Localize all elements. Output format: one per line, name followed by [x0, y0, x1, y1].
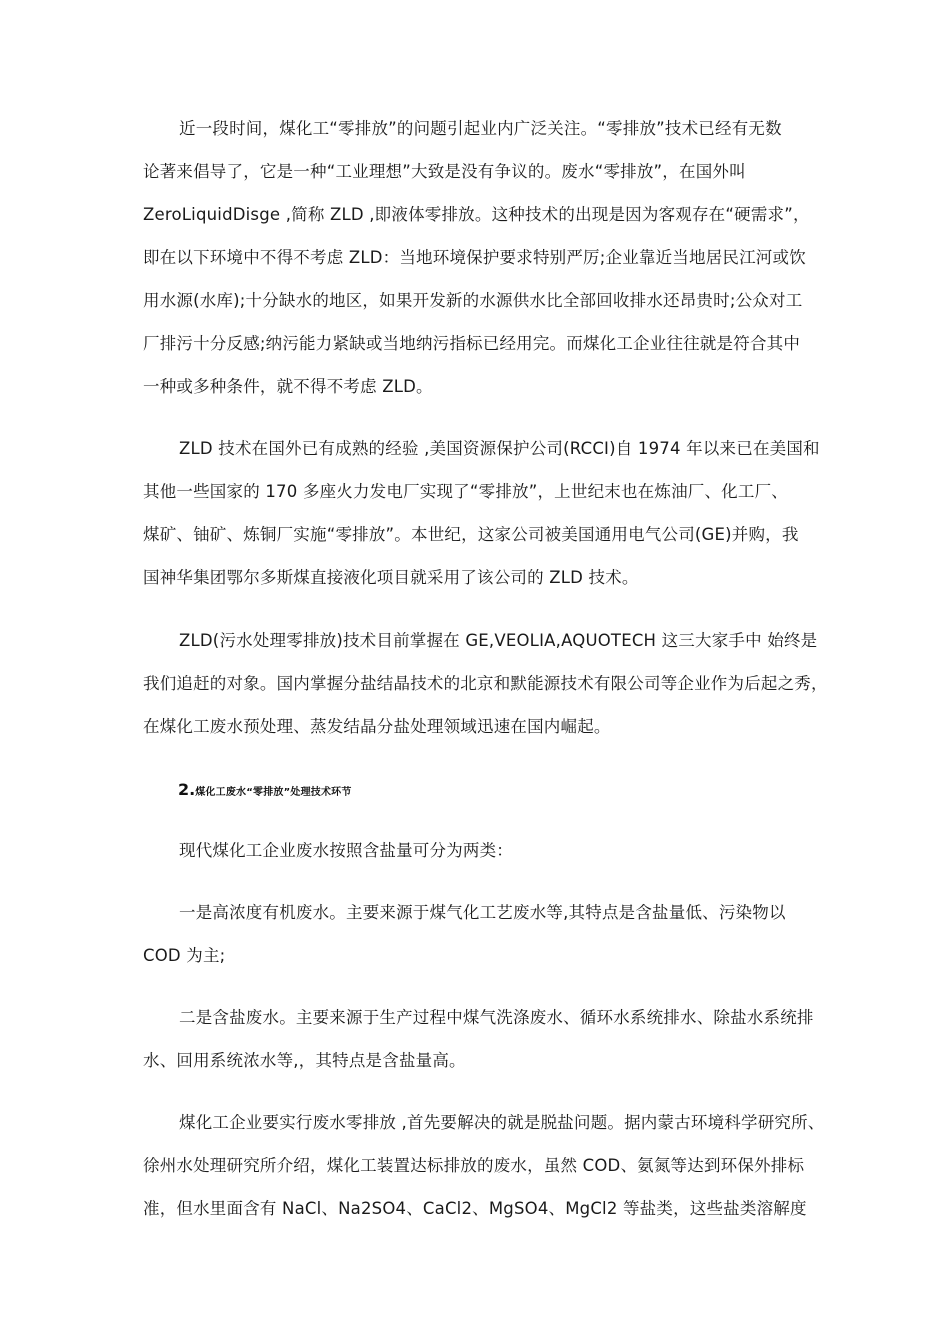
text-line: 论著来倡导了，它是一种“工业理想”大致是没有争议的。废水“零排放”，在国外叫: [143, 162, 746, 181]
text-line: 一是高浓度有机废水。主要来源于煤气化工艺废水等,其特点是含盐量低、污染物以: [179, 903, 786, 922]
section-number: 2.: [178, 780, 196, 799]
text-line: 即在以下环境中不得不考虑 ZLD：当地环境保护要求特别严厉;企业靠近当地居民江河或饮: [143, 248, 806, 267]
text-line: 厂排污十分反感;纳污能力紧缺或当地纳污指标已经用完。而煤化工企业往往就是符合其中: [143, 334, 801, 353]
text-line: 水、回用系统浓水等,，其特点是含盐量高。: [143, 1051, 466, 1070]
text-line: COD 为主;: [143, 946, 226, 965]
text-line: 煤化工企业要实行废水零排放 ,首先要解决的就是脱盐问题。据内蒙古环境科学研究所、: [179, 1113, 825, 1132]
section-title: 煤化工废水“零排放”处理技术环节: [195, 787, 352, 798]
text-line: 二是含盐废水。主要来源于生产过程中煤气洗涤废水、循环水系统排水、除盐水系统排: [179, 1008, 814, 1027]
text-line: ZLD(污水处理零排放)技术目前掌握在 GE,VEOLIA,AQUOTECH 这三大家手中 始终是: [179, 631, 818, 650]
text-line: 在煤化工废水预处理、蒸发结晶分盐处理领域迅速在国内崛起。: [143, 717, 611, 736]
text-line: 其他一些国家的 170 多座火力发电厂实现了“零排放”，上世纪末也在炼油厂、化工厂、: [143, 482, 788, 501]
text-line: 准，但水里面含有 NaCl、Na2SO4、CaCl2、MgSO4、MgCl2 等盐类，这些盐类溶解度: [143, 1199, 807, 1218]
text-line: 一种或多种条件，就不得不考虑 ZLD。: [143, 377, 433, 396]
text-line: 用水源(水库);十分缺水的地区，如果开发新的水源供水比全部回收排水还昂贵时;公众对工: [143, 291, 803, 310]
text-line: 国神华集团鄂尔多斯煤直接液化项目就采用了该公司的 ZLD 技术。: [143, 568, 639, 587]
section-heading: [178, 780, 352, 799]
text-line: 近一段时间，煤化工“零排放”的问题引起业内广泛关注。“零排放”技术已经有无数: [179, 119, 782, 138]
text-line: ZLD 技术在国外已有成熟的经验 ,美国资源保护公司(RCCI)自 1974 年以来已在美国和: [179, 439, 820, 458]
text-line: 煤矿、铀矿、炼铜厂实施“零排放”。本世纪，这家公司被美国通用电气公司(GE)并购，我: [143, 525, 799, 544]
text-line: ZeroLiquidDisge ,简称 ZLD ,即液体零排放。这种技术的出现是因为客观存在“硬需求”，: [143, 205, 810, 224]
text-line: 我们追赶的对象。国内掌握分盐结晶技术的北京和默能源技术有限公司等企业作为后起之秀，: [143, 674, 828, 693]
text-line: 现代煤化工企业废水按照含盐量可分为两类：: [179, 841, 513, 860]
text-line: 徐州水处理研究所介绍，煤化工装置达标排放的废水，虽然 COD、氨氮等达到环保外排标: [143, 1156, 805, 1175]
